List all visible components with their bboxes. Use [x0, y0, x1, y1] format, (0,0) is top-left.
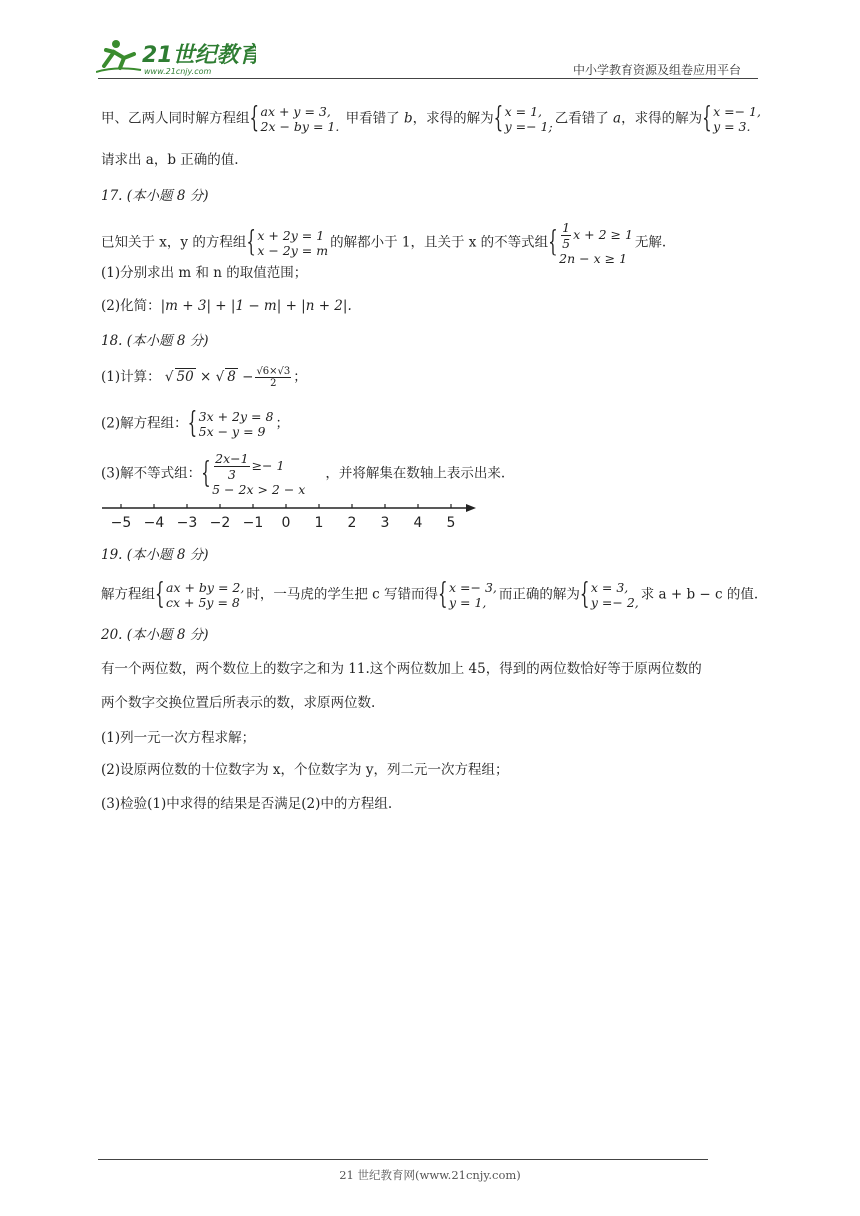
q16-text-mid4: ，求得的解为: [621, 110, 703, 127]
footer-divider: [98, 1159, 708, 1160]
number-line-tick-label: −5: [110, 515, 132, 531]
q18-part3-label: (3)解不等式组：: [101, 465, 202, 482]
q17-part2-label: (2)化简：: [101, 298, 161, 314]
q18-part1-end: ；: [293, 369, 307, 385]
q16-sol2-x: { x =− 1,: [713, 104, 761, 119]
q16-sol1-x: { x = 1,: [504, 104, 542, 119]
q17-text-mid: 的解都小于 1，且关于 x 的不等式组: [330, 234, 549, 251]
q18-part2: [101, 409, 289, 439]
q18-part3-frac-den: 3: [227, 467, 236, 482]
q17-frac-num: { 1: [562, 220, 571, 235]
header-divider: [98, 78, 758, 79]
q18-frac-num: √6×√3: [256, 366, 291, 377]
q17-frac-den: 5: [562, 236, 571, 251]
q18-part2-system: [190, 409, 274, 439]
q17-eq2: x − 2y = m: [257, 243, 329, 258]
number-line-tick-label: 4: [413, 515, 423, 531]
q16-eq1: { ax + y = 3,: [260, 104, 331, 119]
q19-sol2-y: y =− 2,: [590, 595, 639, 610]
number-line-tick-label: 2: [347, 515, 357, 531]
q17-system: [248, 228, 328, 258]
q17-text-post: 无解.: [634, 234, 667, 251]
q20-line2: 两个数字交换位置后所表示的数，求原两位数.: [101, 695, 376, 711]
number-line-tick-label: −1: [242, 515, 264, 531]
q19-text-mid2: 而正确的解为: [498, 586, 580, 603]
q18-sqrt1: 50: [176, 369, 194, 385]
q18-minus: −: [242, 369, 254, 385]
q16-system: [252, 104, 340, 134]
q19-text-mid1: 时，一马虎的学生把 c 写错而得: [246, 586, 438, 603]
q17-text-pre: 已知关于 x，y 的方程组: [101, 234, 247, 251]
q17-statement: [101, 220, 666, 266]
number-line-tick-label: −2: [209, 515, 231, 531]
site-logo: [96, 36, 256, 78]
number-line-tick-label: −4: [143, 515, 165, 531]
q17-part2: [101, 297, 352, 315]
q16-solution-1: [496, 104, 553, 134]
q17-inequality-system: [550, 220, 633, 266]
q18-title: 18. (本小题 8 分): [101, 333, 209, 349]
q18-part3-end: ，并将解集在数轴上表示出来.: [325, 465, 506, 482]
q19-eq1: { ax + by = 2,: [166, 580, 245, 595]
q20-line1: 有一个两位数，两个数位上的数字之和为 11.这个两位数加上 45，得到的两位数恰好等于原两位数的: [101, 661, 702, 677]
q18-frac: [255, 366, 291, 389]
q19-wrong-solution: [440, 580, 497, 610]
number-line: [100, 496, 480, 536]
q20-title: 20. (本小题 8 分): [101, 627, 209, 643]
q16-sol2-y: y = 3.: [713, 119, 751, 134]
q19-system: [157, 580, 244, 610]
number-line-tick-label: 3: [380, 515, 390, 531]
q18-eq2: 5x − y = 9: [198, 424, 266, 439]
q19-statement: [101, 580, 758, 610]
q18-part3: [101, 451, 505, 497]
q18-part1: (1)计算： √ 50 × √ 8 − $\frac{√6\times√3}{2}$ ；: [101, 366, 307, 389]
q19-sol1-x: { x =− 3,: [449, 580, 497, 595]
q19-text-pre: 解方程组: [101, 586, 155, 603]
q16-line2: 请求出 a，b 正确的值.: [101, 152, 239, 168]
q18-eq1: { 3x + 2y = 8: [198, 409, 274, 424]
q18-part3-ineq1-rest: ≥− 1: [251, 458, 285, 473]
q18-frac-den: 2: [270, 378, 277, 389]
runner-logo-icon: [96, 36, 256, 78]
q18-part2-label: (2)解方程组：: [101, 415, 188, 432]
q17-part2-expr: |m + 3| + |1 − m| + |n + 2|.: [160, 298, 352, 314]
q18-part2-end: ；: [275, 415, 289, 432]
q20-part3: (3)检验(1)中求得的结果是否满足(2)中的方程组.: [101, 796, 393, 812]
q16-text-mid1: 甲看错了: [345, 110, 400, 127]
q18-part1-label: (1)计算：: [101, 369, 161, 385]
number-line-tick-label: 1: [314, 515, 324, 531]
q19-eq2: cx + 5y = 8: [166, 595, 240, 610]
q18-part3-ineq2: 5 − 2x > 2 − x: [212, 482, 306, 497]
number-line-tick-label: −3: [176, 515, 198, 531]
q16-text-pre: 甲、乙两人同时解方程组: [101, 110, 250, 127]
q20-part2: (2)设原两位数的十位数字为 x，个位数字为 y，列二元一次方程组；: [101, 762, 509, 778]
q16-eq2: 2x − by = 1.: [260, 119, 340, 134]
q16-var-a: a: [613, 110, 622, 127]
number-line-tick-label: 0: [281, 515, 291, 531]
q17-title: 17. (本小题 8 分): [101, 188, 209, 204]
q19-sol1-y: y = 1,: [449, 595, 487, 610]
svg-text:21世纪教育: 21世纪教育: [142, 43, 256, 68]
q18-part3-frac-num: { 2x−1: [215, 451, 249, 466]
q19-sol2-x: { x = 3,: [590, 580, 629, 595]
q17-frac: [561, 220, 571, 251]
q19-title: 19. (本小题 8 分): [101, 547, 209, 563]
q17-part1: (1)分别求出 m 和 n 的取值范围；: [101, 265, 308, 281]
number-line-tick-label: 5: [446, 515, 456, 531]
number-line-arrow-icon: [466, 504, 476, 512]
q19-text-post: 求 a + b − c 的值.: [640, 586, 759, 603]
q18-part3-system: [203, 451, 305, 497]
q18-part3-frac: [214, 451, 249, 482]
q19-correct-solution: [582, 580, 639, 610]
svg-text:www.21cnjy.com: www.21cnjy.com: [144, 67, 212, 76]
q16-statement: [101, 104, 763, 134]
q16-var-b: b: [403, 110, 413, 127]
q17-eq1: { x + 2y = 1: [257, 228, 325, 243]
q18-sqrt2: 8: [227, 369, 236, 385]
q20-part1: (1)列一元一次方程求解；: [101, 730, 256, 746]
q16-text-mid2: ，求得的解为: [412, 110, 494, 127]
q16-sol1-y: y =− 1;: [504, 119, 553, 134]
q18-times: ×: [200, 369, 212, 385]
q17-ineq2: 2n − x ≥ 1: [559, 251, 628, 266]
q16-solution-2: [704, 104, 761, 134]
q16-text-mid3: 乙看错了: [554, 110, 609, 127]
footer-text: 21 世纪教育网(www.21cnjy.com): [339, 1168, 521, 1182]
q17-ineq1-rest: x + 2 ≥ 1: [573, 227, 633, 242]
site-name: 中小学教育资源及组卷应用平台: [573, 63, 742, 77]
